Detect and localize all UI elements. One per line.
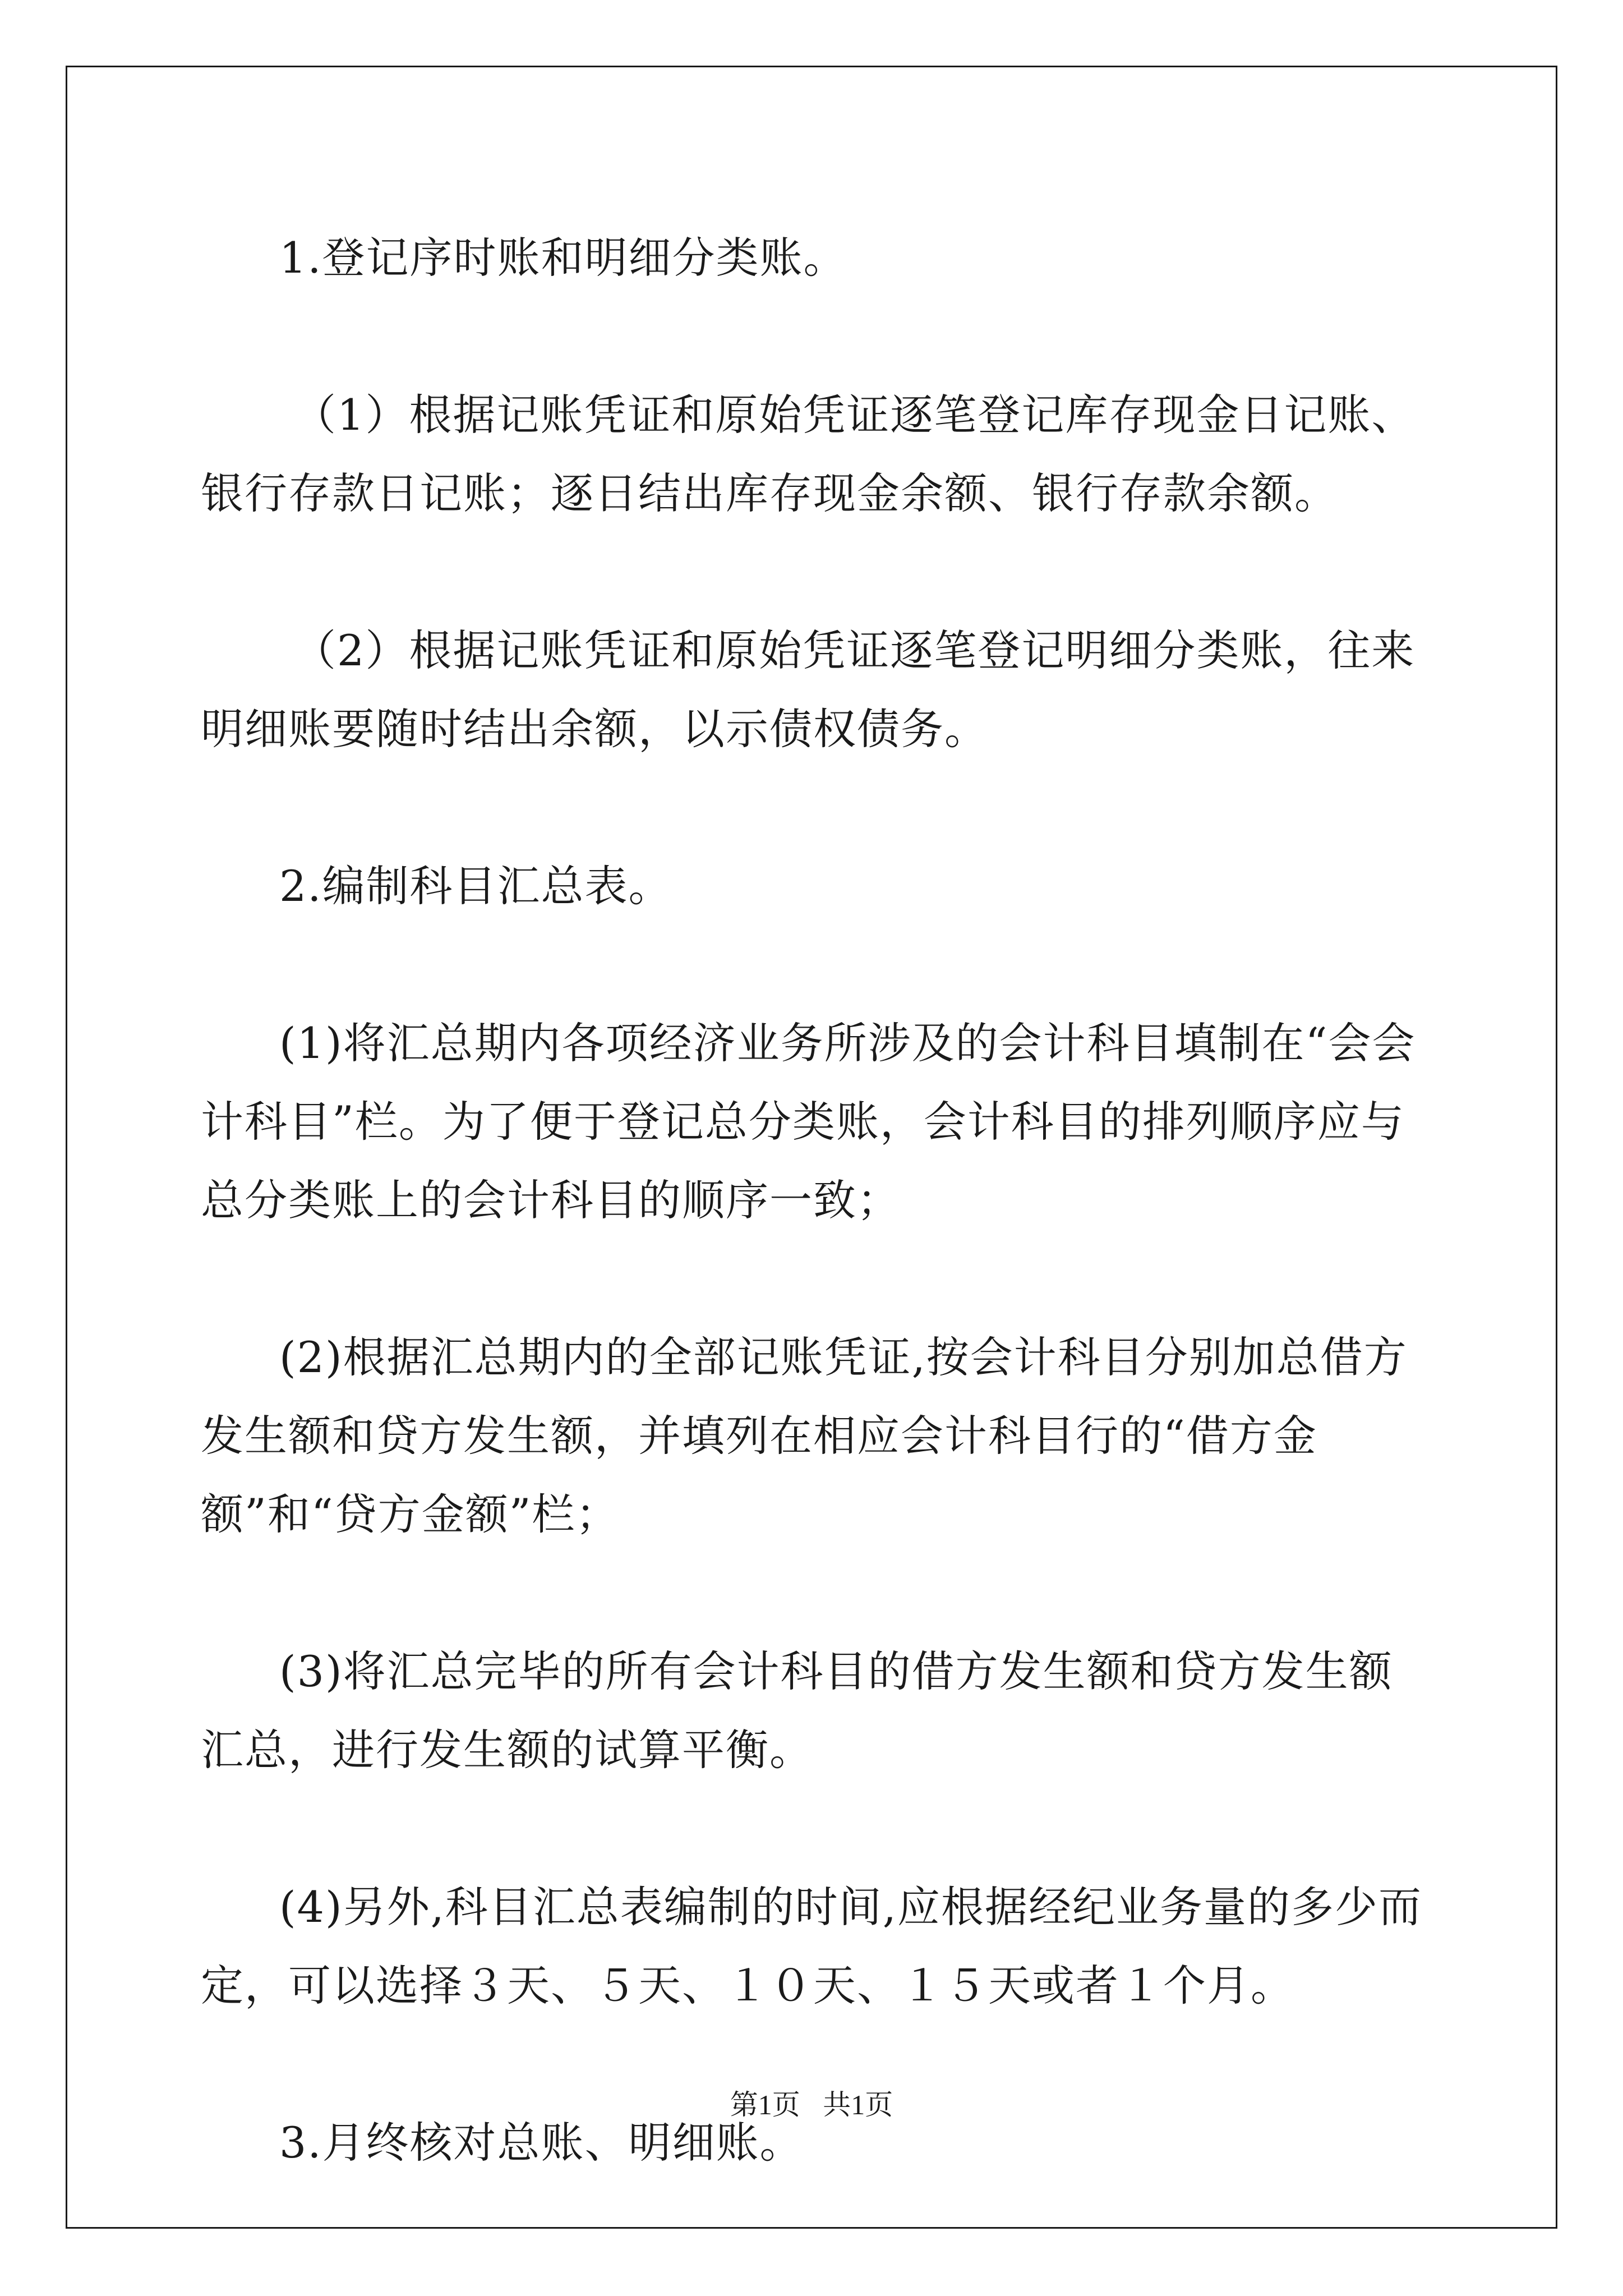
- paragraph-7: (3)将汇总完毕的所有会计科目的借方发生额和贷方发生额汇总，进行发生额的试算平衡。: [201, 1646, 1393, 1775]
- paragraph-8: (4)另外,科目汇总表编制的时间,应根据经纪业务量的多少而定，可以选择３天、５天、１０天、１５天或者１个月。: [201, 1882, 1422, 2010]
- page-number: 第1页: [730, 2089, 800, 2120]
- paragraph-4: 2.编制科目汇总表。: [279, 861, 672, 911]
- page-footer: [0, 2082, 1623, 2123]
- paragraph-9: 3.月终核对总账、明细账。: [279, 2118, 804, 2168]
- paragraph-5: (1)将汇总期内各项经济业务所涉及的会计科目填制在“会会计科目”栏。为了便于登记总分类账，会计科目的排列顺序应与总分类账上的会计科目的顺序一致；: [201, 1018, 1416, 1225]
- paragraph-1: 1.登记序时账和明细分类账。: [279, 233, 847, 283]
- paragraph-6: (2)根据汇总期内的全部记账凭证,按会计科目分别加总借方发生额和贷方发生额，并填列在相应会计科目行的“借方金额”和“贷方金额”栏；: [201, 1332, 1408, 1539]
- page-total: 共1页: [823, 2089, 893, 2120]
- document-body: [201, 219, 1435, 2261]
- paragraph-2: （1）根据记账凭证和原始凭证逐笔登记库存现金日记账、银行存款日记账；逐日结出库存现金余额、银行存款余额。: [201, 390, 1415, 518]
- paragraph-3: （2）根据记账凭证和原始凭证逐笔登记明细分类账，往来明细账要随时结出余额，以示债权债务。: [201, 625, 1415, 754]
